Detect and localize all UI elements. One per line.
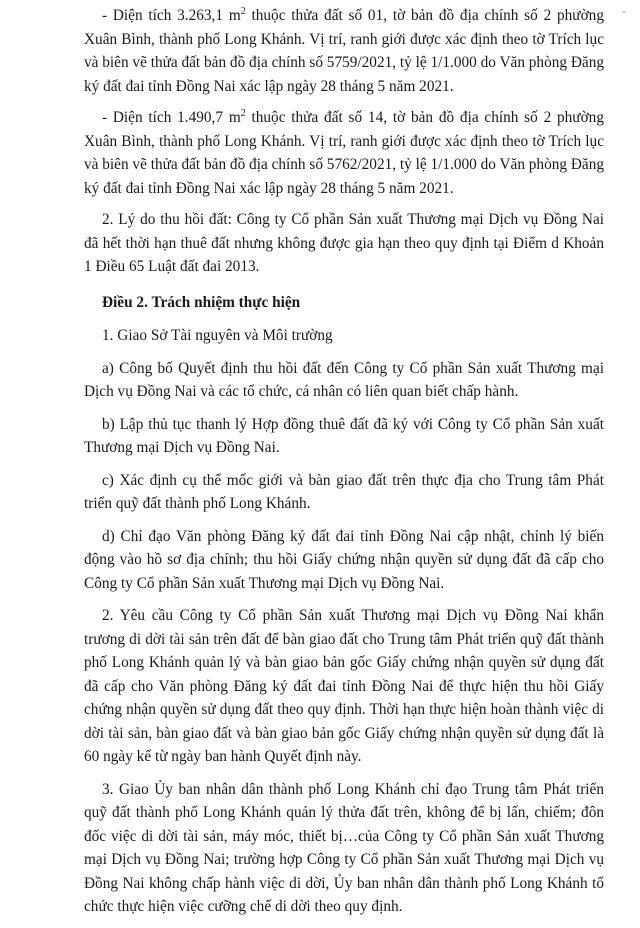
clause-1d: d) Chỉ đạo Văn phòng Đăng ký đất đai tỉnh Đồng Nai cập nhật, chỉnh lý biến động vào hồ sơ địa chính; thu hồi Giấy chứng nhận quyền sử dụng đất đã cấp cho Công ty Cổ phần Sản xuất Thương mại Dịch vụ Đồng Nai.: [84, 527, 604, 592]
corner-mark: -: [622, 4, 626, 18]
square-meter-superscript: 2: [240, 107, 246, 119]
clause-1c: c) Xác định cụ thể mốc giới và bàn giao đất trên thực địa cho Trung tâm Phát triển quỹ đất thành phố Long Khánh.: [84, 471, 604, 512]
land-area-item-2-text-end: thuộc thửa đất số 14, tờ bản đồ địa chính số 2 phường Xuân Bình, thành phố Long Khánh. Vị trí, ranh giới được xác định theo tờ Trích lục và biên vẽ thửa đất bản đồ địa chính số 5762/2021, tỷ lệ 1/1.000 do Văn phòng Đăng ký đất đai tỉnh Đồng Nai xác lập ngày 28 tháng 5 năm 2021.: [84, 109, 604, 197]
clause-2: 2. Yêu cầu Công ty Cổ phần Sản xuất Thương mại Dịch vụ Đồng Nai khẩn trương di dời tài sản trên đất để bàn giao đất cho Trung tâm Phát triển quỹ đất thành phố Long Khánh quản lý và bàn giao bản gốc Giấy chứng nhận quyền sử dụng đất đã cấp cho Văn phòng Đăng ký đất đai tỉnh Đồng Nai để thực hiện thu hồi Giấy chứng nhận quyền sử dụng đất theo quy định. Thời hạn thực hiện hoàn thành việc di dời tài sản, bàn giao đất và bàn giao bản gốc Giấy chứng nhận quyền sử dụng đất là 60 ngày kể từ ngày ban hành Quyết định này.: [84, 607, 604, 765]
land-area-item-1-text-end: thuộc thửa đất số 01, tờ bản đồ địa chính số 2 phường Xuân Bình, thành phố Long Khánh. Vị trí, ranh giới được xác định theo tờ Trích lục và biên vẽ thửa đất bản đồ địa chính số 5759/2021, tỷ lệ 1/1.000 do Văn phòng Đăng ký đất đai tỉnh Đồng Nai xác lập ngày 28 tháng 5 năm 2021.: [84, 7, 604, 95]
land-area-item-2-text-start: - Diện tích 1.490,7 m: [102, 109, 241, 126]
clause-1-heading: 1. Giao Sở Tài nguyên và Môi trường: [102, 327, 333, 344]
reason-paragraph: 2. Lý do thu hồi đất: Công ty Cổ phần Sản xuất Thương mại Dịch vụ Đồng Nai đã hết thời hạn thuê đất nhưng không được gia hạn theo quy định tại Điểm d Khoản 1 Điều 65 Luật đất đai 2013.: [84, 211, 604, 275]
clause-1b: b) Lập thủ tục thanh lý Hợp đồng thuê đất đã ký với Công ty Cổ phần Sản xuất Thương mại Dịch vụ Đồng Nai.: [84, 415, 604, 456]
land-area-item-1: [84, 4, 604, 98]
article-2-heading: Điều 2. Trách nhiệm thực hiện: [102, 293, 301, 311]
document-body: [84, 4, 604, 928]
clause-1a: a) Công bố Quyết định thu hồi đất đến Công ty Cổ phần Sản xuất Thương mại Dịch vụ Đồng Nai và các tổ chức, cá nhân có liên quan biết chấp hành.: [84, 359, 604, 400]
land-area-item-2: [84, 106, 604, 200]
square-meter-superscript: 2: [240, 5, 246, 17]
land-area-item-1-text-start: - Diện tích 3.263,1 m: [102, 7, 241, 24]
clause-3: 3. Giao Ủy ban nhân dân thành phố Long Khánh chỉ đạo Trung tâm Phát triển quỹ đất thành phố Long Khánh quản lý thửa đất trên, không để bị lấn, chiếm; đôn đốc việc di dời tài sản, máy móc, thiết bị…của Công ty Cổ phần Sản xuất Thương mại Dịch vụ Đồng Nai; trường hợp Công ty Cổ phần Sản xuất Thương mại Dịch vụ Đồng Nai không chấp hành việc di dời, Ủy ban nhân dân thành phố Long Khánh tổ chức thực hiện việc cưỡng chế di dời theo quy định.: [84, 780, 604, 915]
